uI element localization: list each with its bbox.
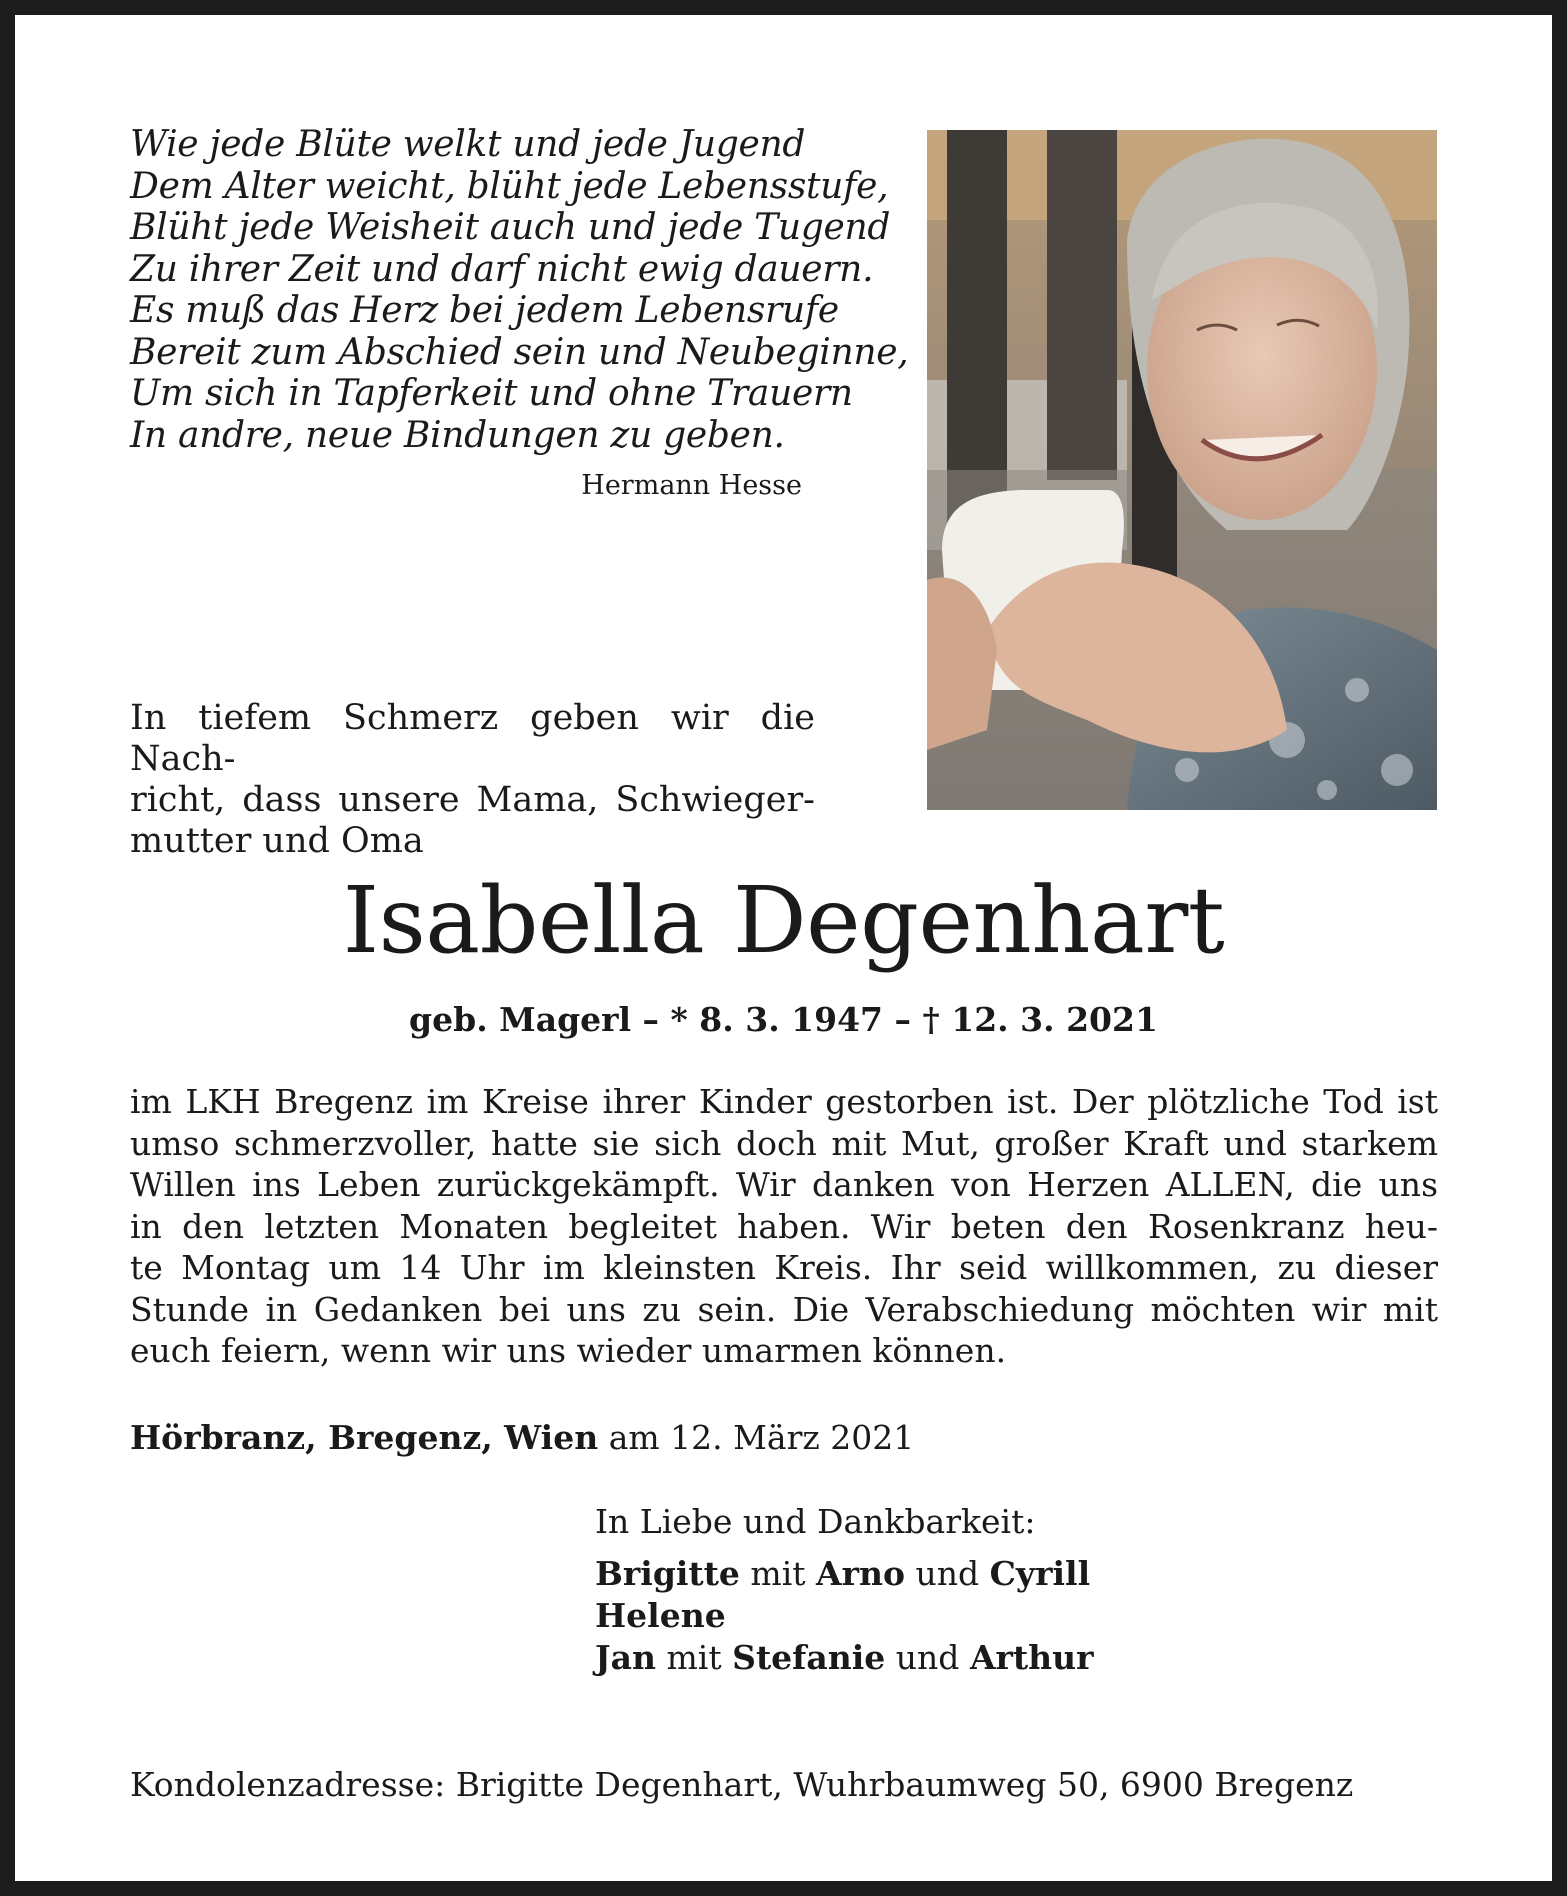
connector: mit xyxy=(750,1554,806,1593)
mourner-name: Stefanie xyxy=(732,1638,886,1677)
body-line: umso schmerzvoller, hatte sie sich doch mit Mut, großer Kraft und starkem xyxy=(130,1123,1438,1163)
body-line: im LKH Bregenz im Kreise ihrer Kinder gestorben ist. Der plötzliche Tod ist xyxy=(130,1082,1438,1121)
signature-block xyxy=(595,1501,1355,1679)
intro-line: In tiefem Schmerz geben wir die Nach- xyxy=(130,698,815,779)
connector: und xyxy=(895,1638,960,1677)
announcement-date: am 12. März 2021 xyxy=(608,1418,915,1457)
poem-line: Wie jede Blüte welkt und jede Jugend xyxy=(130,124,806,165)
poem-line: Blüht jede Weisheit auch und jede Tugend xyxy=(130,207,891,248)
poem-line: Um sich in Tapferkeit und ohne Trauern xyxy=(130,373,853,414)
intro-line: mutter und Oma xyxy=(130,821,424,861)
portrait-illustration xyxy=(927,130,1437,810)
mourner-name: Helene xyxy=(595,1596,726,1635)
mourner-name: Arno xyxy=(816,1554,906,1593)
signature-line xyxy=(595,1595,1355,1637)
places: Hörbranz, Bregenz, Wien xyxy=(130,1418,599,1457)
place-date xyxy=(130,1418,914,1458)
body-line: te Montag um 14 Uhr im kleinsten Kreis. Ihr seid willkommen, zu dieser xyxy=(130,1248,1438,1287)
signature-line xyxy=(595,1637,1355,1679)
portrait-photo xyxy=(927,130,1437,810)
body-line: Stunde in Gedanken bei uns zu sein. Die Verabschiedung möchten wir mit xyxy=(130,1289,1438,1329)
signature-intro: In Liebe und Dankbarkeit: xyxy=(595,1502,1036,1541)
poem xyxy=(130,124,909,456)
poem-line: Es muß das Herz bei jedem Lebensrufe xyxy=(130,290,839,331)
poem-line: Bereit zum Abschied sein und Neubeginne, xyxy=(130,331,909,373)
condolence-address: Kondolenzadresse: Brigitte Degenhart, Wuhrbaumweg 50, 6900 Bregenz xyxy=(130,1765,1354,1804)
signature-line xyxy=(595,1553,1355,1595)
body-line: euch feiern, wenn wir uns wieder umarmen können. xyxy=(130,1331,1007,1370)
mourner-name: Arthur xyxy=(969,1638,1094,1677)
announcement-text xyxy=(130,1081,1438,1372)
poem-line: In andre, neue Bindungen zu geben. xyxy=(130,414,785,456)
connector: und xyxy=(915,1554,980,1593)
poem-line: Zu ihrer Zeit und darf nicht ewig dauern. xyxy=(130,248,874,290)
connector: mit xyxy=(666,1638,722,1677)
body-line: Willen ins Leben zurückgekämpft. Wir danken von Herzen ALLEN, die uns xyxy=(130,1165,1438,1204)
deceased-name: Isabella Degenhart xyxy=(342,867,1225,974)
intro-text xyxy=(130,698,815,862)
mourner-name: Brigitte xyxy=(595,1554,740,1593)
intro-line: richt, dass unsere Mama, Schwieger- xyxy=(130,780,815,820)
poem-line: Dem Alter weicht, blüht jede Lebensstufe, xyxy=(130,165,889,207)
body-line: in den letzten Monaten begleitet haben. Wir beten den Rosenkranz heu- xyxy=(130,1206,1438,1246)
mourner-name: Cyrill xyxy=(989,1554,1091,1593)
poem-author: Hermann Hesse xyxy=(581,470,802,501)
mourner-name: Jan xyxy=(595,1638,656,1677)
deceased-dates: geb. Magerl – * 8. 3. 1947 – † 12. 3. 2021 xyxy=(409,1000,1158,1039)
